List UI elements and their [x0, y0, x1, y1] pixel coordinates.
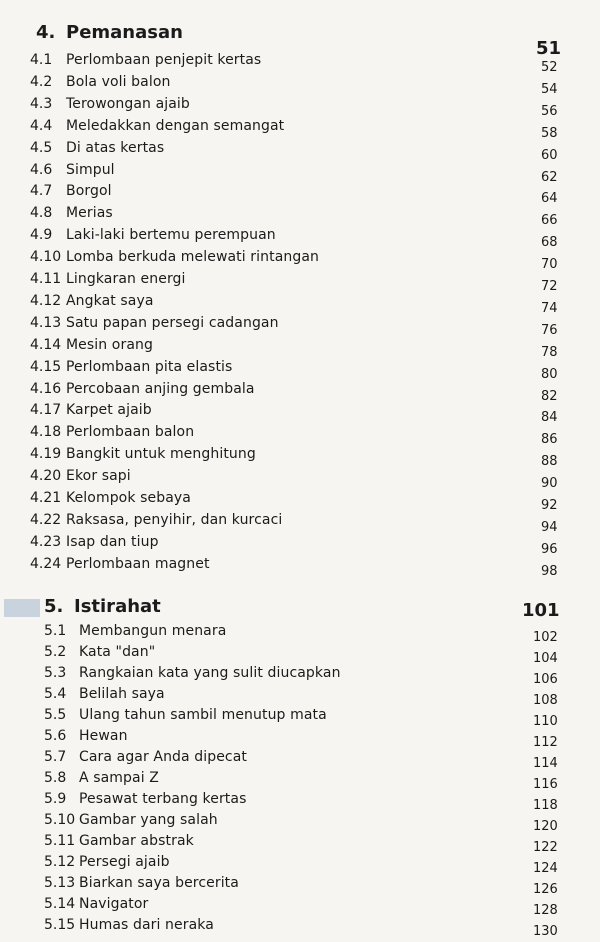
entry-page-number: 88: [541, 454, 558, 470]
toc-entry: [0, 292, 600, 316]
toc-entry: [0, 749, 600, 771]
entry-page-number: 76: [541, 322, 558, 338]
toc-entry: [0, 812, 600, 834]
entry-page-number: 68: [541, 235, 558, 251]
toc-entry: [0, 139, 600, 163]
entry-number: 4.12: [30, 292, 62, 309]
entry-title: A sampai Z: [79, 770, 159, 786]
entry-page-number: 62: [541, 169, 558, 185]
entry-number: 5.11: [44, 833, 76, 849]
entry-number: 4.19: [30, 446, 62, 463]
entry-page-number: 54: [541, 81, 558, 97]
entry-number: 5.10: [44, 812, 76, 828]
entry-title: Gambar abstrak: [79, 833, 194, 849]
entry-number: 4.16: [30, 380, 62, 397]
toc-entry: [0, 555, 600, 579]
toc-entry: [0, 73, 600, 97]
entry-title: Gambar yang salah: [79, 812, 218, 828]
entry-page-number: 118: [533, 798, 558, 813]
entry-title: Terowongan ajaib: [66, 95, 190, 112]
entry-title: Ekor sapi: [66, 468, 131, 485]
entry-number: 4.20: [30, 468, 62, 485]
entry-page-number: 72: [541, 279, 558, 294]
entry-page-number: 52: [541, 60, 558, 75]
entry-page-number: 56: [541, 103, 558, 119]
entry-page-number: 60: [541, 147, 558, 163]
entry-number: 4.24: [30, 555, 62, 572]
toc-entry: [0, 358, 600, 382]
entry-title: Percobaan anjing gembala: [66, 380, 255, 397]
entry-page-number: 80: [541, 366, 558, 382]
entry-title: Rangkaian kata yang sulit diucapkan: [79, 665, 341, 681]
entry-page-number: 70: [541, 257, 558, 273]
section-number: 4.: [36, 22, 56, 43]
entry-page-number: 124: [533, 861, 558, 876]
entry-page-number: 58: [541, 125, 558, 141]
entry-page-number: 94: [541, 519, 558, 535]
entry-title: Ulang tahun sambil menutup mata: [79, 707, 327, 723]
entry-number: 5.4: [44, 686, 67, 702]
entry-number: 5.1: [44, 623, 67, 639]
entry-page-number: 106: [533, 672, 558, 687]
entry-title: Belilah saya: [79, 686, 165, 702]
entry-number: 4.13: [30, 314, 62, 331]
entry-number: 4.8: [30, 205, 53, 222]
entry-title: Mesin orang: [66, 336, 153, 353]
entry-page-number: 86: [541, 432, 558, 448]
entry-page-number: 130: [533, 924, 558, 939]
entry-number: 5.12: [44, 854, 76, 870]
toc-entry: [0, 511, 600, 535]
toc-entry: [0, 249, 600, 273]
toc-entry: [0, 468, 600, 492]
entry-title: Humas dari neraka: [79, 917, 214, 933]
toc-entry: [0, 854, 600, 876]
entry-number: 5.5: [44, 707, 67, 723]
entry-title: Cara agar Anda dipecat: [79, 749, 247, 765]
entry-title: Kata "dan": [79, 644, 156, 660]
entry-title: Bangkit untuk menghitung: [66, 446, 256, 463]
entry-number: 4.2: [30, 73, 53, 90]
entry-number: 5.13: [44, 875, 76, 891]
toc-entry: [0, 875, 600, 897]
toc-entry: [0, 791, 600, 813]
entry-page-number: 82: [541, 388, 558, 404]
entry-number: 4.9: [30, 227, 53, 244]
entry-title: Hewan: [79, 728, 128, 744]
entry-title: Kelompok sebaya: [66, 490, 191, 506]
entry-title: Merias: [66, 205, 113, 222]
entry-page-number: 92: [541, 498, 558, 513]
toc-entry: [0, 623, 600, 645]
toc-entry: [0, 446, 600, 470]
entry-title: Biarkan saya bercerita: [79, 875, 239, 891]
toc-entry: [0, 183, 600, 207]
entry-page-number: 108: [533, 693, 558, 708]
toc-entry: [0, 665, 600, 687]
entry-page-number: 64: [541, 191, 558, 207]
entry-page-number: 90: [541, 476, 558, 492]
toc-entry: [0, 117, 600, 141]
entry-number: 4.15: [30, 358, 62, 375]
entry-page-number: 112: [533, 735, 558, 750]
entry-page-number: 110: [533, 714, 558, 729]
entry-title: Perlombaan penjepit kertas: [66, 52, 262, 68]
entry-title: Bola voli balon: [66, 73, 171, 90]
toc-entry: [0, 227, 600, 251]
entry-number: 4.4: [30, 117, 53, 134]
toc-entry: [0, 896, 600, 918]
entry-title: Perlombaan pita elastis: [66, 358, 233, 375]
toc-entry: [0, 314, 600, 338]
toc-entry: [0, 380, 600, 404]
entry-title: Perlombaan magnet: [66, 555, 210, 572]
entry-page-number: 122: [533, 840, 558, 855]
entry-number: 5.8: [44, 770, 67, 786]
toc-entry: [0, 917, 600, 939]
entry-number: 4.23: [30, 533, 62, 550]
entry-number: 4.10: [30, 249, 62, 266]
section-number: 5.: [44, 596, 64, 617]
toc-entry: [0, 336, 600, 360]
entry-title: Angkat saya: [66, 292, 154, 309]
entry-title: Isap dan tiup: [66, 533, 159, 550]
entry-number: 5.9: [44, 791, 67, 807]
entry-page-number: 96: [541, 541, 558, 557]
entry-number: 4.7: [30, 183, 53, 200]
toc-entry: [0, 205, 600, 229]
toc-entry: [0, 770, 600, 792]
section-title: Pemanasan: [66, 22, 183, 43]
entry-title: Pesawat terbang kertas: [79, 791, 247, 807]
entry-page-number: 84: [541, 410, 558, 426]
entry-number: 5.7: [44, 749, 67, 765]
toc-entry: [0, 728, 600, 750]
toc-entry: [0, 644, 600, 666]
entry-page-number: 102: [533, 630, 558, 645]
entry-number: 5.3: [44, 665, 67, 681]
entry-title: Di atas kertas: [66, 139, 165, 156]
toc-entry: [0, 424, 600, 448]
entry-title: Lingkaran energi: [66, 271, 186, 287]
section-page-number: 101: [522, 600, 560, 621]
entry-page-number: 128: [533, 903, 558, 918]
section-heading: [0, 22, 600, 59]
entry-title: Lomba berkuda melewati rintangan: [66, 249, 320, 266]
entry-page-number: 98: [541, 563, 558, 579]
entry-number: 4.6: [30, 161, 53, 178]
entry-title: Navigator: [79, 896, 149, 912]
toc-entry: [0, 52, 600, 75]
entry-number: 4.22: [30, 511, 62, 528]
section-page-number: 51: [536, 38, 562, 59]
entry-page-number: 74: [541, 300, 558, 316]
entry-number: 5.6: [44, 728, 67, 744]
entry-page-number: 120: [533, 819, 558, 834]
toc-entry: [0, 707, 600, 729]
entry-title: Laki-laki bertemu perempuan: [66, 227, 276, 244]
entry-number: 5.14: [44, 896, 76, 912]
entry-title: Satu papan persegi cadangan: [66, 314, 279, 331]
toc-entry: [0, 402, 600, 426]
entry-page-number: 126: [533, 882, 558, 897]
entry-number: 5.15: [44, 917, 76, 933]
toc-entry: [0, 686, 600, 708]
section-heading: [0, 596, 600, 620]
entry-title: Borgol: [66, 183, 112, 200]
entry-title: Karpet ajaib: [66, 402, 152, 419]
entry-page-number: 114: [533, 756, 558, 771]
entry-number: 4.17: [30, 402, 62, 419]
toc-entry: [0, 271, 600, 294]
entry-number: 4.11: [30, 271, 62, 287]
toc-entry: [0, 833, 600, 855]
entry-number: 4.18: [30, 424, 62, 441]
entry-page-number: 78: [541, 344, 558, 360]
entry-title: Raksasa, penyihir, dan kurcaci: [66, 511, 283, 528]
toc-entry: [0, 490, 600, 513]
entry-title: Persegi ajaib: [79, 854, 170, 870]
entry-title: Meledakkan dengan semangat: [66, 117, 285, 134]
entry-number: 4.5: [30, 139, 53, 156]
entry-title: Perlombaan balon: [66, 424, 195, 441]
toc-entry: [0, 95, 600, 119]
entry-number: 4.14: [30, 336, 62, 353]
entry-title: Simpul: [66, 161, 115, 178]
toc-entry: [0, 161, 600, 185]
entry-number: 4.3: [30, 95, 53, 112]
entry-number: 4.21: [30, 490, 62, 506]
entry-page-number: 116: [533, 777, 558, 792]
entry-title: Membangun menara: [79, 623, 227, 639]
toc-entry: [0, 533, 600, 557]
entry-page-number: 66: [541, 213, 558, 229]
entry-number: 4.1: [30, 52, 53, 68]
section-title: Istirahat: [74, 596, 161, 617]
entry-page-number: 104: [533, 651, 558, 666]
entry-number: 5.2: [44, 644, 67, 660]
